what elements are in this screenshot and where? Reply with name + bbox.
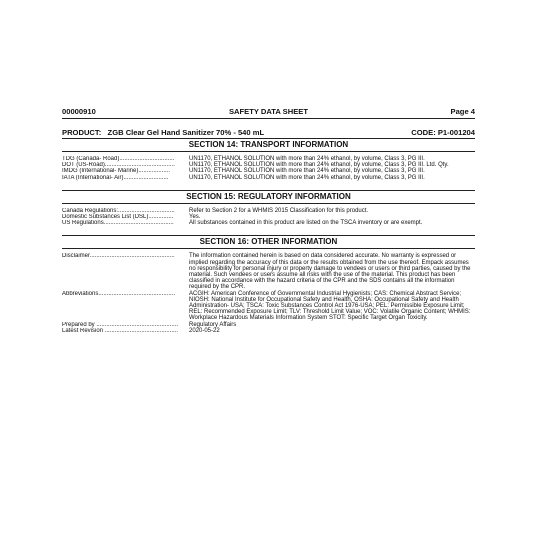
- product-line: [62, 128, 475, 137]
- row-label: Abbreviations..............................................: [62, 290, 176, 297]
- document-number: 00000910: [62, 107, 96, 116]
- abbreviations-row: [62, 291, 475, 322]
- transport-row-iata: [62, 175, 475, 181]
- section-14-heading: [62, 138, 475, 152]
- row-value: Yes.: [189, 214, 201, 221]
- row-label: Disclaimer...................................................: [62, 253, 175, 260]
- row-label: Latest Revision ............................................: [62, 327, 179, 334]
- row-value: Refer to Section 2 for a WHMIS 2015 Classification for this product.: [189, 207, 369, 214]
- row-value: UN1170, ETHANOL SOLUTION with more than 24% ethanol, by volume, Class 3, PG III. Ltd. Qty.: [189, 162, 449, 169]
- row-value: All substances contained in this product are listed on the TSCA inventory or are exempt.: [189, 220, 423, 227]
- header-rule: [62, 118, 475, 119]
- row-value: UN1170, ETHANOL SOLUTION with more than 24% ethanol, by volume, Class 3, PG III.: [189, 156, 425, 162]
- row-value: UN1170, ETHANOL SOLUTION with more than 24% ethanol, by volume, Class 3, PG III.: [189, 174, 425, 181]
- document-title: SAFETY DATA SHEET: [228, 107, 309, 116]
- other-info-rows: [62, 253, 475, 334]
- sds-page: [62, 107, 475, 334]
- row-label: DOT (US-Road)..........................................: [62, 162, 175, 169]
- row-value: ACGIH: American Conference of Governmental Industrial Hygienists; CAS: Chemical Abstract Service; NIOSH: National Institute for Occupational Safety and Health, OSHA: Occupational Safety and Health Administration- USA; TSCA: Toxic Substances Control Act 1976-USA; PEL: Permissible Exposure Limit; REL: Recommended Exposure Limit; TLV: Threshold Limit Value; VOC: Volatile Organic Content; WHMIS: Workplace Hazardous Materials Information System STOT: Specific Target Organ Toxicity.: [189, 290, 471, 322]
- row-value: Regulatory Affairs: [189, 321, 237, 328]
- row-value: UN1170, ETHANOL SOLUTION with more than 24% ethanol, by volume, Class 3, PG III.: [189, 168, 425, 175]
- page-number: Page 4: [450, 107, 475, 116]
- section-15-title: SECTION 15: REGULATORY INFORMATION: [186, 191, 351, 201]
- product-code: CODE: P1-001204: [411, 128, 475, 137]
- transport-rows: [62, 156, 475, 181]
- row-label: IMDG (International- Marine)...................: [62, 168, 171, 175]
- row-label: TDG (Canada- Road).................................: [62, 156, 175, 162]
- row-label: Canada Regulations:..................................: [62, 207, 175, 214]
- regulatory-row-us: [62, 220, 475, 226]
- section-16-title: SECTION 16: OTHER INFORMATION: [199, 237, 338, 247]
- document-header: [62, 107, 475, 116]
- row-label: IATA (International- Air)...........................: [62, 174, 169, 181]
- row-label: Prepared by .................................................: [62, 321, 179, 328]
- row-value: The information contained herein is based on data considered accurate. No warranty is expressed or implied regarding the accuracy of this data or the results obtained from the use thereof. Empack assumes no responsibility for personal injury or property damage to vendees or users or third parties, caused by the material. Such vendees or users assume all risks with the use of the material. This product has been classified in accordance with the hazard criteria of the CPR and the SDS contains all the information required by the CPR.: [189, 253, 471, 291]
- section-14-title: SECTION 14: TRANSPORT INFORMATION: [188, 140, 349, 149]
- section-15-heading: [62, 190, 475, 204]
- product-name: PRODUCT: ZGB Clear Gel Hand Sanitizer 70% - 540 mL: [62, 128, 265, 137]
- row-label: US Regulations..........................................: [62, 220, 174, 227]
- row-value: 2020-05-22: [189, 327, 220, 334]
- disclaimer-row: [62, 253, 475, 290]
- regulatory-rows: [62, 208, 475, 227]
- latest-revision-row: [62, 328, 475, 334]
- section-16-heading: [62, 235, 475, 249]
- row-label: Domestic Substances List (DSL)...............: [62, 214, 174, 221]
